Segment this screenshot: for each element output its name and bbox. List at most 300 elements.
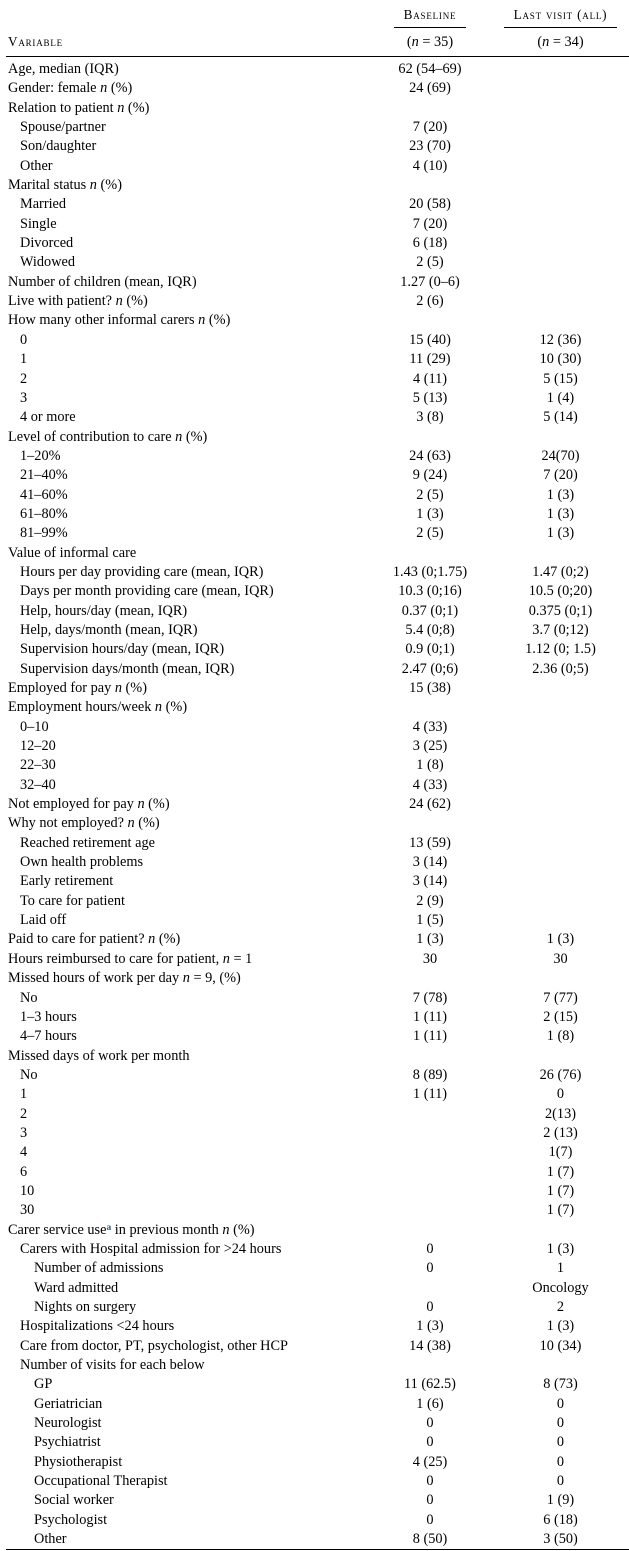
row-label: Divorced — [20, 235, 74, 252]
lastvisit-value: 1 — [556, 1260, 565, 1277]
baseline-value: 6 (18) — [412, 235, 448, 252]
baseline-value: 20 (58) — [409, 196, 451, 213]
baseline-value: 0 — [426, 1492, 434, 1509]
row-label: How many other informal carers n (%) — [8, 312, 231, 329]
table-row — [6, 505, 629, 524]
table-row — [6, 234, 629, 253]
footnote-marker-link[interactable]: a — [106, 1222, 112, 1233]
baseline-value: 4 (33) — [412, 718, 448, 735]
lastvisit-value: 3 (50) — [543, 1531, 578, 1548]
table-row — [6, 57, 629, 80]
baseline-value: 1 (11) — [412, 1086, 447, 1103]
baseline-value: 4 (11) — [412, 370, 447, 387]
baseline-value — [368, 428, 492, 447]
baseline-value: 0 — [426, 1415, 434, 1432]
baseline-value: 2.47 (0;6) — [401, 660, 459, 677]
baseline-value: 2 (5) — [416, 486, 444, 503]
table-row — [6, 930, 629, 949]
baseline-value: 0 — [426, 1260, 434, 1277]
baseline-value — [368, 1143, 492, 1162]
row-label: 4–7 hours — [20, 1028, 77, 1045]
table-row — [6, 428, 629, 447]
table-row — [6, 1337, 629, 1356]
row-label: To care for patient — [20, 892, 125, 909]
row-label: Laid off — [20, 912, 67, 929]
baseline-value: 0 — [426, 1299, 434, 1315]
table-row — [6, 253, 629, 272]
table-row — [6, 1163, 629, 1182]
baseline-value: 3 (14) — [412, 873, 448, 890]
baseline-value: 1 (11) — [412, 1028, 447, 1045]
table-row — [6, 1201, 629, 1220]
row-label: Level of contribution to care n (%) — [8, 428, 208, 445]
table-row — [6, 1085, 629, 1104]
lastvisit-value: 24(70) — [541, 447, 580, 464]
baseline-value: 9 (24) — [412, 467, 448, 484]
table-row — [6, 408, 629, 427]
baseline-value: 7 (20) — [412, 119, 448, 136]
table-row — [6, 892, 629, 911]
lastvisit-value: 0 — [556, 1415, 565, 1432]
table-row — [6, 524, 629, 543]
table-row — [6, 640, 629, 659]
lastvisit-value — [492, 969, 629, 988]
table-row — [6, 1105, 629, 1124]
row-label: 22–30 — [20, 757, 56, 774]
baseline-value: 15 (40) — [409, 331, 451, 348]
row-label: 0 — [20, 331, 28, 348]
lastvisit-value — [492, 176, 629, 195]
row-label: 41–60% — [20, 486, 68, 503]
table-row — [6, 79, 629, 98]
row-label: Social worker — [34, 1492, 114, 1509]
table-row — [6, 1143, 629, 1162]
lastvisit-value: 2(13) — [545, 1105, 576, 1122]
lastvisit-value — [492, 718, 629, 737]
row-label: Occupational Therapist — [34, 1473, 168, 1490]
row-label: Live with patient? n (%) — [8, 293, 148, 310]
baseline-value: 1 (3) — [416, 1318, 444, 1335]
lastvisit-value — [492, 911, 629, 930]
row-label: Value of informal care — [8, 544, 137, 561]
lastvisit-value — [492, 1356, 629, 1375]
lastvisit-value — [492, 118, 629, 137]
table-row — [6, 563, 629, 582]
row-label: Days per month providing care (mean, IQR) — [20, 583, 274, 600]
row-label: Geriatrician — [34, 1395, 103, 1412]
table-row — [6, 853, 629, 872]
baseline-value: 62 (54–69) — [398, 61, 462, 77]
baseline-value — [368, 969, 492, 988]
baseline-value: 3 (8) — [416, 409, 444, 426]
row-label: Supervision hours/day (mean, IQR) — [20, 641, 225, 658]
baseline-value: 2 (5) — [416, 525, 444, 542]
table-row — [6, 1298, 629, 1317]
row-label: No — [20, 989, 38, 1006]
lastvisit-value — [492, 428, 629, 447]
baseline-value: 0 — [426, 1473, 434, 1490]
baseline-value: 8 (50) — [412, 1531, 448, 1548]
row-label: Hours per day providing care (mean, IQR) — [20, 563, 264, 580]
lastvisit-value: 1 (4) — [546, 389, 575, 406]
lastvisit-value — [492, 814, 629, 833]
lastvisit-value: 10 (34) — [539, 1337, 582, 1354]
baseline-value: 11 (29) — [409, 351, 451, 368]
table-row — [6, 1008, 629, 1027]
lastvisit-value — [492, 311, 629, 330]
baseline-value — [368, 1279, 492, 1298]
table-row — [6, 292, 629, 311]
table-row — [6, 969, 629, 988]
lastvisit-value: 6 (18) — [543, 1511, 578, 1528]
table-row — [6, 698, 629, 717]
table-row — [6, 1453, 629, 1472]
lastvisit-value — [492, 1221, 629, 1240]
row-label: Other — [34, 1531, 67, 1548]
table-row — [6, 602, 629, 621]
lastvisit-value: 0 — [556, 1086, 565, 1103]
row-label: Help, hours/day (mean, IQR) — [20, 602, 188, 619]
lastvisit-value — [492, 292, 629, 311]
baseline-value — [368, 1105, 492, 1124]
lastvisit-value — [492, 544, 629, 563]
baseline-value: 8 (89) — [412, 1066, 448, 1083]
lastvisit-value: 1(7) — [548, 1144, 573, 1161]
table-row — [6, 621, 629, 640]
table-row — [6, 1375, 629, 1394]
row-label: 4 or more — [20, 409, 76, 426]
lastvisit-value — [492, 253, 629, 272]
table-row — [6, 814, 629, 833]
lastvisit-value: 2 (13) — [543, 1124, 578, 1141]
baseline-value — [368, 1201, 492, 1220]
lastvisit-value: 0 — [556, 1473, 565, 1490]
table-row — [6, 1414, 629, 1433]
baseline-value — [368, 698, 492, 717]
baseline-value: 3 (14) — [412, 854, 448, 871]
row-label: GP — [34, 1376, 53, 1393]
baseline-value — [368, 814, 492, 833]
lastvisit-value — [492, 679, 629, 698]
row-label: No — [20, 1066, 38, 1083]
lastvisit-column-header: Last visit (all) — [504, 5, 618, 28]
table-row — [6, 834, 629, 853]
table-row — [6, 950, 629, 969]
lastvisit-n-label: (n = 34) — [492, 29, 629, 57]
table-row — [6, 1395, 629, 1414]
variable-column-header: Variable — [6, 29, 368, 57]
baseline-value: 10.3 (0;16) — [398, 583, 462, 600]
lastvisit-value: 30 — [553, 950, 568, 967]
lastvisit-value — [492, 99, 629, 118]
baseline-value: 1 (8) — [416, 757, 444, 774]
baseline-value — [368, 1163, 492, 1182]
row-label: Number of visits for each below — [20, 1357, 205, 1374]
header-n-row — [6, 29, 629, 57]
baseline-n-label: (n = 35) — [368, 29, 492, 57]
row-label: Hospitalizations <24 hours — [20, 1318, 175, 1335]
baseline-value — [368, 1047, 492, 1066]
baseline-value: 2 (6) — [416, 293, 444, 310]
lastvisit-value — [492, 795, 629, 814]
row-label: Paid to care for patient? n (%) — [8, 931, 181, 948]
lastvisit-value: 1 (3) — [546, 505, 575, 522]
baseline-value — [368, 1221, 492, 1240]
table-row — [6, 582, 629, 601]
baseline-value: 0 — [426, 1240, 434, 1257]
row-label: Relation to patient n (%) — [8, 99, 150, 116]
row-label: Spouse/partner — [20, 119, 106, 136]
table-row — [6, 273, 629, 292]
row-label: Employed for pay n (%) — [8, 680, 147, 696]
lastvisit-value: 1 (3) — [546, 1318, 575, 1335]
table-row — [6, 1511, 629, 1530]
table-row — [6, 1066, 629, 1085]
table-row — [6, 1221, 629, 1240]
lastvisit-value: 5 (15) — [543, 370, 578, 387]
table-row — [6, 1047, 629, 1066]
baseline-column-header: Baseline — [394, 5, 467, 28]
table-row — [6, 737, 629, 756]
lastvisit-value: 26 (76) — [539, 1066, 582, 1083]
baseline-value: 13 (59) — [409, 834, 451, 851]
row-label: 4 — [20, 1144, 28, 1161]
lastvisit-value — [492, 892, 629, 911]
lastvisit-value: 1.47 (0;2) — [532, 563, 589, 580]
table-row — [6, 679, 629, 698]
baseline-value: 0.37 (0;1) — [401, 602, 459, 619]
row-label: Help, days/month (mean, IQR) — [20, 621, 198, 638]
baseline-value — [368, 1356, 492, 1375]
row-label: Single — [20, 215, 57, 232]
baseline-value: 0 — [426, 1511, 434, 1528]
baseline-value: 7 (20) — [412, 215, 448, 232]
table-row — [6, 795, 629, 814]
table-row — [6, 1472, 629, 1491]
lastvisit-value: 1 (7) — [546, 1163, 575, 1180]
baseline-value: 14 (38) — [409, 1337, 451, 1354]
row-label: Carer service use$^a$ in previous month n (%) — [8, 1221, 255, 1238]
lastvisit-value — [492, 79, 629, 98]
lastvisit-value: 1 (7) — [546, 1202, 575, 1219]
baseline-value: 5 (13) — [412, 389, 448, 406]
lastvisit-value — [492, 872, 629, 891]
lastvisit-value: 1 (3) — [546, 486, 575, 503]
table-row — [6, 486, 629, 505]
lastvisit-value — [492, 215, 629, 234]
table-row — [6, 756, 629, 775]
baseline-value: 24 (63) — [409, 447, 451, 464]
row-label: Ward admitted — [34, 1279, 119, 1296]
table-row — [6, 660, 629, 679]
row-label: Psychiatrist — [34, 1434, 101, 1451]
row-label: Nights on surgery — [34, 1299, 137, 1315]
baseline-value: 3 (25) — [412, 738, 448, 755]
lastvisit-value — [492, 273, 629, 292]
row-label: Employment hours/week n (%) — [8, 699, 188, 716]
baseline-value: 24 (62) — [409, 796, 451, 813]
row-label: Physiotherapist — [34, 1453, 123, 1470]
row-label: 6 — [20, 1163, 28, 1180]
baseline-column-group — [368, 2, 492, 29]
lastvisit-value: 1.12 (0; 1.5) — [525, 641, 596, 658]
lastvisit-value: 1 (3) — [546, 525, 575, 542]
row-label: 61–80% — [20, 505, 68, 522]
lastvisit-value: 3.7 (0;12) — [532, 621, 589, 638]
table-row — [6, 1124, 629, 1143]
baseline-value: 1 (6) — [416, 1395, 444, 1412]
lastvisit-value: 8 (73) — [543, 1376, 578, 1393]
header-spacer — [6, 2, 368, 29]
row-label: Neurologist — [34, 1415, 102, 1432]
row-label: 1 — [20, 351, 28, 368]
table-row — [6, 544, 629, 563]
lastvisit-value: 1 (7) — [546, 1182, 575, 1199]
row-label: 3 — [20, 1124, 28, 1141]
lastvisit-value: 10 (30) — [539, 351, 582, 368]
row-label: 0–10 — [20, 718, 49, 735]
row-label: 30 — [20, 1202, 35, 1219]
lastvisit-column-group — [492, 2, 629, 29]
lastvisit-value — [492, 834, 629, 853]
baseline-value: 11 (62.5) — [404, 1376, 456, 1393]
row-label: Missed hours of work per day n = 9, (%) — [8, 970, 241, 987]
baseline-value: 15 (38) — [409, 680, 451, 696]
row-label: Son/daughter — [20, 138, 97, 155]
row-label: Own health problems — [20, 854, 144, 871]
row-label: 10 — [20, 1182, 35, 1199]
baseline-value: 1 (3) — [416, 505, 444, 522]
row-label: 32–40 — [20, 776, 56, 793]
row-label: Reached retirement age — [20, 834, 155, 851]
table-row — [6, 1027, 629, 1046]
lastvisit-value — [492, 57, 629, 80]
lastvisit-value: 12 (36) — [539, 331, 582, 348]
table-row — [6, 466, 629, 485]
row-label: 1–20% — [20, 447, 61, 464]
lastvisit-value: Oncology — [532, 1279, 589, 1296]
table-row — [6, 311, 629, 330]
lastvisit-value: 1 (3) — [546, 931, 575, 948]
row-label: 1 — [20, 1086, 28, 1103]
table-row — [6, 1240, 629, 1259]
table-row — [6, 350, 629, 369]
lastvisit-value: 1 (9) — [546, 1492, 575, 1509]
lastvisit-value — [492, 234, 629, 253]
lastvisit-value: 2.36 (0;5) — [532, 660, 589, 677]
row-label: Married — [20, 196, 67, 213]
row-label: 21–40% — [20, 467, 68, 484]
row-label: Marital status n (%) — [8, 177, 122, 194]
baseline-value: 5.4 (0;8) — [405, 621, 455, 638]
row-label: Missed days of work per month — [8, 1047, 190, 1064]
table-row — [6, 447, 629, 466]
baseline-value: 1.27 (0–6) — [400, 273, 460, 290]
table-row — [6, 118, 629, 137]
lastvisit-value: 5 (14) — [543, 409, 578, 426]
table-row — [6, 1317, 629, 1336]
baseline-value — [368, 176, 492, 195]
baseline-value: 1 (3) — [416, 931, 444, 948]
row-label: Widowed — [20, 254, 76, 271]
lastvisit-value: 1 (3) — [546, 1240, 575, 1257]
lastvisit-value — [492, 137, 629, 156]
row-label: Number of admissions — [34, 1260, 164, 1277]
table-row — [6, 718, 629, 737]
row-label: 12–20 — [20, 738, 56, 755]
baseline-value: 24 (69) — [409, 80, 451, 97]
table-row — [6, 776, 629, 795]
row-label: Number of children (mean, IQR) — [8, 273, 197, 290]
baseline-value: 4 (33) — [412, 776, 448, 793]
table-row — [6, 157, 629, 176]
row-label: Early retirement — [20, 873, 114, 890]
row-label: Psychologist — [34, 1511, 108, 1528]
baseline-value: 0 — [426, 1434, 434, 1451]
lastvisit-value — [492, 157, 629, 176]
lastvisit-value: 2 (15) — [543, 1008, 578, 1025]
lastvisit-value: 0.375 (0;1) — [528, 602, 593, 619]
table-row — [6, 1279, 629, 1298]
baseline-value: 4 (25) — [412, 1453, 448, 1470]
carer-characteristics-table — [6, 2, 629, 1550]
baseline-value — [368, 1182, 492, 1201]
row-label: Not employed for pay n (%) — [8, 796, 170, 813]
lastvisit-value — [492, 698, 629, 717]
baseline-value: 1.43 (0;1.75) — [392, 563, 468, 580]
row-label: Hours reimbursed to care for patient, n = 1 — [8, 950, 253, 967]
table-row — [6, 1491, 629, 1510]
table-row — [6, 176, 629, 195]
row-label: Age, median (IQR) — [8, 61, 119, 77]
table-row — [6, 137, 629, 156]
lastvisit-value: 7 (77) — [543, 989, 578, 1006]
row-label: Other — [20, 157, 53, 174]
baseline-value: 0.9 (0;1) — [405, 641, 455, 658]
table-row — [6, 370, 629, 389]
table-row — [6, 389, 629, 408]
table-row — [6, 911, 629, 930]
row-label: Gender: female n (%) — [8, 80, 133, 97]
table-row — [6, 1433, 629, 1452]
lastvisit-value — [492, 756, 629, 775]
baseline-value — [368, 99, 492, 118]
baseline-value — [368, 1124, 492, 1143]
baseline-value: 30 — [422, 950, 438, 967]
lastvisit-value — [492, 1047, 629, 1066]
table-row — [6, 872, 629, 891]
table-row — [6, 215, 629, 234]
baseline-value: 1 (5) — [416, 912, 444, 929]
lastvisit-value: 0 — [556, 1434, 565, 1451]
table-row — [6, 99, 629, 118]
lastvisit-value: 10.5 (0;20) — [528, 583, 593, 600]
row-label: Care from doctor, PT, psychologist, other HCP — [20, 1337, 288, 1354]
row-label: 81–99% — [20, 525, 68, 542]
table-row — [6, 1259, 629, 1278]
baseline-value: 7 (78) — [412, 989, 448, 1006]
lastvisit-value — [492, 737, 629, 756]
table-header — [6, 2, 629, 57]
lastvisit-value: 7 (20) — [543, 467, 578, 484]
header-group-row — [6, 2, 629, 29]
table-row — [6, 195, 629, 214]
baseline-value: 4 (10) — [412, 157, 448, 174]
baseline-value: 23 (70) — [409, 138, 451, 155]
row-label: Why not employed? n (%) — [8, 815, 160, 832]
lastvisit-value: 0 — [556, 1453, 565, 1470]
row-label: Carers with Hospital admission for >24 hours — [20, 1240, 282, 1257]
